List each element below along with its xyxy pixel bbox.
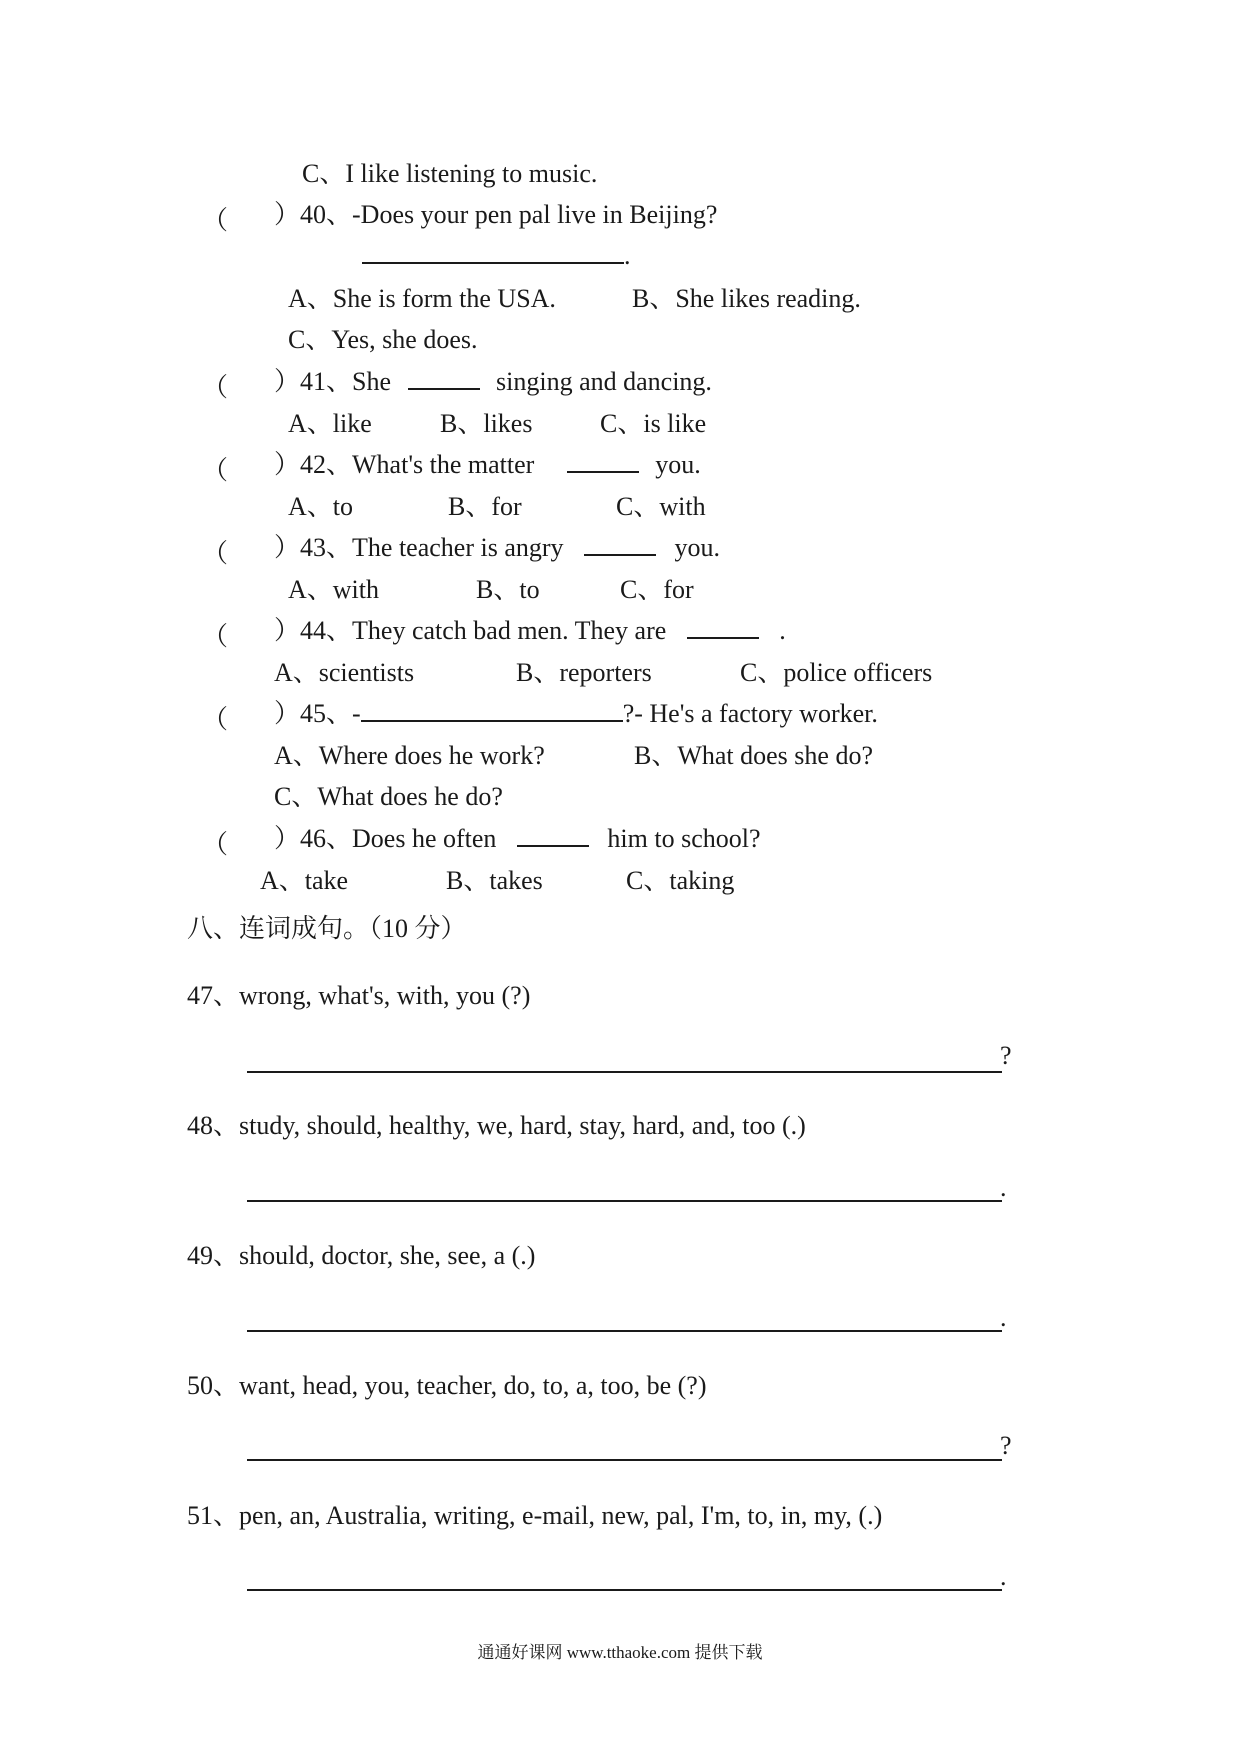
q42-option-b: B、for xyxy=(448,492,522,521)
q46-option-c: C、taking xyxy=(626,866,735,895)
q41-stem xyxy=(274,366,712,398)
q46-option-a: A、take xyxy=(260,866,349,895)
q42-option-c: C、with xyxy=(616,492,706,521)
q43-option-a: A、with xyxy=(288,575,380,604)
q50-answer-line xyxy=(247,1459,1002,1461)
q49-answer-line xyxy=(247,1330,1002,1332)
q46-stem xyxy=(274,823,761,855)
fill-blank xyxy=(361,698,623,722)
answer-paren: （ xyxy=(202,705,229,734)
q43-stem xyxy=(274,532,720,564)
q51-prompt: 51、pen, an, Australia, writing, e-mail, new, pal, I'm, to, in, my, (.) xyxy=(187,1501,883,1530)
page-footer: 通通好课网 www.tthaoke.com 提供下载 xyxy=(477,1643,763,1662)
q49-prompt: 49、should, doctor, she, see, a (.) xyxy=(187,1241,536,1270)
q44-stem xyxy=(274,615,786,647)
question-text: ?- He's a factory worker. xyxy=(622,699,878,728)
question-text: -Does your pen pal live in Beijing? xyxy=(352,200,718,229)
q40-option-c: C、Yes, she does. xyxy=(288,325,478,354)
punctuation: . xyxy=(624,241,631,270)
question-text: him to school? xyxy=(607,824,761,853)
question-text: What's the matter xyxy=(352,450,535,479)
q44-option-c: C、police officers xyxy=(740,658,933,687)
q44-option-b: B、reporters xyxy=(516,658,652,687)
question-number: ）46、 xyxy=(274,824,353,853)
q49-end-mark: . xyxy=(1000,1303,1007,1332)
q51-end-mark: . xyxy=(1000,1562,1007,1591)
q41-option-b: B、likes xyxy=(440,409,533,438)
answer-paren: （ xyxy=(202,539,229,568)
q41-option-c: C、is like xyxy=(600,409,707,438)
fill-blank xyxy=(408,366,480,390)
question-text: you. xyxy=(674,533,721,562)
fill-blank xyxy=(687,615,759,639)
fill-blank xyxy=(567,449,639,473)
question-text: you. xyxy=(655,450,701,479)
question-number: ）42、 xyxy=(274,450,353,479)
fill-blank xyxy=(362,240,624,264)
q51-answer-line xyxy=(247,1589,1002,1591)
q48-answer-line xyxy=(247,1200,1002,1202)
q50-end-mark: ? xyxy=(1000,1431,1012,1460)
q45-stem xyxy=(274,698,878,730)
q46-option-b: B、takes xyxy=(446,866,543,895)
question-text: She xyxy=(352,367,392,396)
q42-option-a: A、to xyxy=(288,492,354,521)
q44-option-a: A、scientists xyxy=(274,658,415,687)
question-number: ）44、 xyxy=(274,616,353,645)
q40-option-a: A、She is form the USA. xyxy=(288,284,556,313)
q48-end-mark: . xyxy=(1000,1173,1007,1202)
q45-option-b: B、What does she do? xyxy=(634,741,874,770)
q45-option-a: A、Where does he work? xyxy=(274,741,545,770)
q48-prompt: 48、study, should, healthy, we, hard, stay, hard, and, too (.) xyxy=(187,1111,806,1140)
q47-answer-line xyxy=(247,1071,1002,1073)
q47-prompt: 47、wrong, what's, with, you (?) xyxy=(187,981,531,1010)
question-text: singing and dancing. xyxy=(496,367,712,396)
punctuation: . xyxy=(779,616,786,645)
q47-end-mark: ? xyxy=(1000,1041,1012,1070)
fill-blank xyxy=(584,532,656,556)
q42-stem xyxy=(274,449,701,481)
q45-option-c: C、What does he do? xyxy=(274,782,503,811)
q40-stem xyxy=(274,199,717,231)
question-text: The teacher is angry xyxy=(352,533,564,562)
question-text: Does he often xyxy=(352,824,497,853)
question-text: They catch bad men. They are xyxy=(352,616,667,645)
answer-paren: （ xyxy=(202,830,229,859)
question-number: ）45、 xyxy=(274,699,353,728)
q43-option-b: B、to xyxy=(476,575,540,604)
question-text: - xyxy=(352,699,361,728)
answer-paren: （ xyxy=(202,456,229,485)
question-number: ）40、 xyxy=(274,200,353,229)
q40-option-b: B、She likes reading. xyxy=(632,284,861,313)
q43-option-c: C、for xyxy=(620,575,694,604)
answer-paren: （ xyxy=(202,622,229,651)
answer-paren: （ xyxy=(202,206,229,235)
question-number: ）43、 xyxy=(274,533,353,562)
question-number: ）41、 xyxy=(274,367,353,396)
answer-paren: （ xyxy=(202,373,229,402)
fill-blank xyxy=(517,823,589,847)
q50-prompt: 50、want, head, you, teacher, do, to, a, too, be (?) xyxy=(187,1371,707,1400)
q39-option-c: C、I like listening to music. xyxy=(302,159,598,188)
q40-answer-line xyxy=(362,240,631,272)
section-8-title: 八、连词成句。（10 分） xyxy=(187,914,467,943)
q41-option-a: A、like xyxy=(288,409,372,438)
